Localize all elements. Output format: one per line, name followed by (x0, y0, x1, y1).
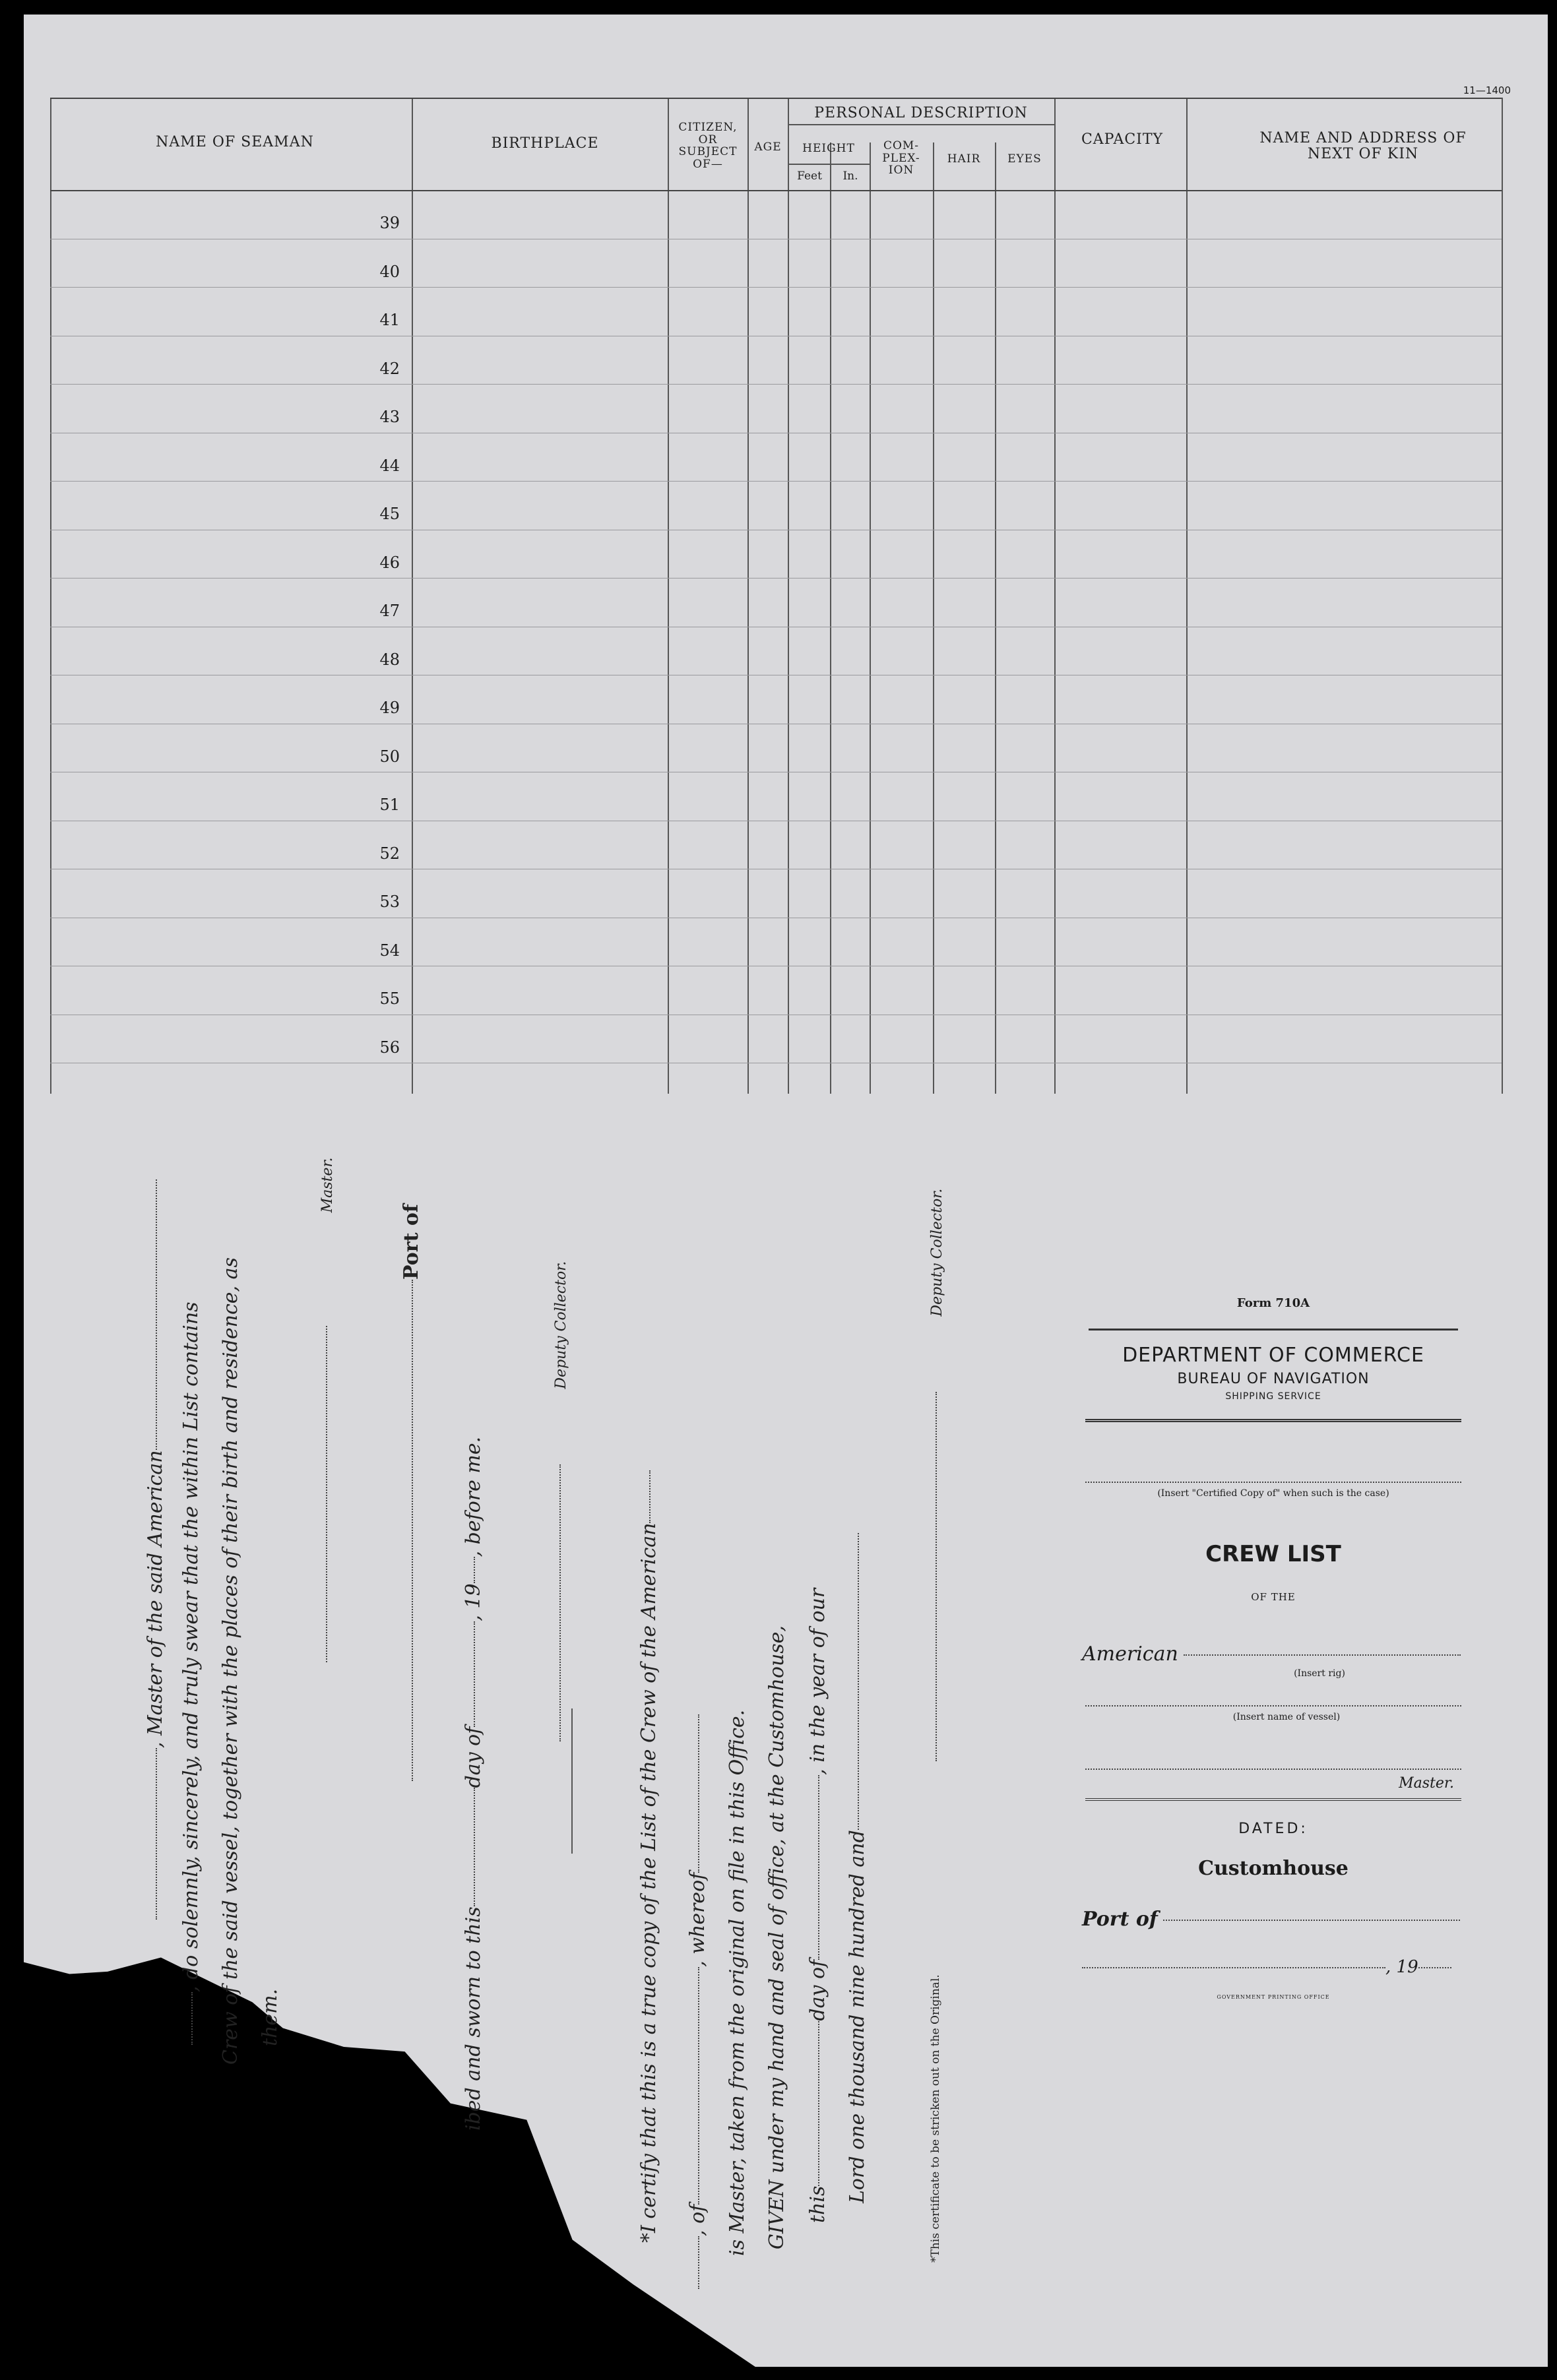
header-citizen: CITIZEN, OR SUBJECT OF— (678, 121, 738, 172)
oath-deputy-sign (548, 1261, 571, 1741)
row-number: 41 (379, 311, 400, 329)
row-number: 39 (379, 214, 400, 232)
row-number: 42 (379, 359, 400, 378)
table-row-line (50, 287, 1502, 288)
oath-master-american: , Master of the said American (144, 1450, 167, 1748)
printer-label: GOVERNMENT PRINTING OFFICE (1217, 1994, 1330, 2000)
cert-line-2 (686, 1714, 709, 2289)
row-number: 53 (379, 892, 400, 911)
header-next-of-kin: NAME AND ADDRESS OF NEXT OF KIN (1259, 130, 1467, 163)
cert-footnote (929, 1974, 942, 2263)
bureau-title: BUREAU OF NAVIGATION (1177, 1371, 1370, 1387)
cert-line-1 (637, 1470, 660, 2243)
department-title: DEPARTMENT OF COMMERCE (1122, 1344, 1424, 1367)
deputy-label-1: Deputy Collector. (553, 1261, 569, 1389)
header-feet: Feet (797, 170, 822, 183)
header-name: NAME OF SEAMAN (156, 134, 314, 150)
master-label: Master. (1399, 1775, 1454, 1792)
row-number: 54 (379, 941, 400, 960)
footnote-text: *This certificate to be stricken out on the Original. (929, 1974, 942, 2263)
row-number: 47 (379, 602, 400, 620)
cert-lord: Lord one thousand nine hundred and (846, 1830, 869, 2203)
form-cover (1082, 1296, 1465, 2000)
row-number: 50 (379, 747, 400, 766)
before-me: , before me. (462, 1436, 485, 1557)
row-number: 49 (379, 699, 400, 717)
row-number: 40 (379, 262, 400, 281)
row-number: 48 (379, 650, 400, 669)
dated-label: DATED: (1238, 1821, 1308, 1837)
oath-line-1 (144, 1179, 167, 1920)
subscribed-text: ibed and sworn to this (462, 1906, 485, 2131)
table-row-line (50, 578, 1502, 579)
header-birthplace: BIRTHPLACE (491, 135, 599, 152)
oath-master-sign (314, 1157, 337, 1662)
oath-line-4 (259, 1989, 282, 2046)
port-of-line (1082, 1908, 1465, 1931)
insert-rig: (Insert rig) (1294, 1668, 1345, 1679)
header-eyes: EYES (1007, 152, 1042, 166)
header-age: AGE (754, 141, 782, 154)
cert-in-year: , in the year of our (806, 1588, 829, 1775)
oath-port-of (400, 1204, 423, 1781)
header-personal-description: PERSONAL DESCRIPTION (814, 105, 1028, 121)
cert-text-1: *I certify that this is a true copy of the List of the Crew of the American (637, 1522, 660, 2243)
oath-swear-text: , do solemnly, sincerely, and truly swear that the within List contains (179, 1301, 203, 1992)
row-number: 44 (379, 456, 400, 475)
row-number: 43 (379, 408, 400, 426)
subscribed-year: , 19 (462, 1583, 485, 1621)
cert-text-3: GIVEN under my hand and seal of office, at the Customhouse, (765, 1625, 788, 2249)
form-year: , 19 (1385, 1957, 1418, 1977)
cert-line-4 (765, 1625, 788, 2249)
table-row-line (50, 384, 1502, 385)
header-hair: HAIR (947, 152, 981, 166)
of-the: OF THE (1251, 1591, 1296, 1603)
service-title: SHIPPING SERVICE (1225, 1391, 1321, 1402)
cert-line-3 (726, 1710, 749, 2256)
cert-text-2: is Master, taken from the original on file in this Office. (726, 1709, 749, 2256)
year-line (1082, 1957, 1465, 1977)
row-number: 46 (379, 553, 400, 572)
subscribed-day-of: day of (462, 1726, 485, 1788)
oath-line-2 (179, 1301, 203, 2045)
header-inches: In. (842, 170, 858, 183)
port-of-label: Port of (400, 1204, 423, 1280)
table-row-line (50, 481, 1502, 482)
oath-master-label: Master. (319, 1157, 336, 1213)
cert-of: , of (686, 2204, 709, 2236)
insert-vessel: (Insert name of vessel) (1232, 1712, 1341, 1722)
cert-line-5 (806, 1588, 829, 2223)
row-number: 56 (379, 1038, 400, 1057)
oath-them: them. (259, 1988, 282, 2046)
crew-table (50, 98, 1502, 1094)
row-number: 51 (379, 796, 400, 814)
oath-crew-text: Crew of the said vessel, together with the places of their birth and residence, as (219, 1257, 242, 2065)
cert-line-6 (846, 1533, 869, 2203)
american-label: American (1082, 1643, 1178, 1666)
deputy-label-2: Deputy Collector. (929, 1188, 945, 1317)
oath-subscribed (462, 1437, 485, 2131)
header-capacity: CAPACITY (1081, 131, 1164, 148)
row-number: 55 (379, 989, 400, 1008)
header-complexion: COM-PLEX-ION (882, 139, 920, 177)
header-height: HEIGHT (802, 142, 855, 155)
form-port-of: Port of (1082, 1908, 1158, 1931)
row-number: 52 (379, 844, 400, 863)
american-line (1082, 1643, 1465, 1666)
row-number: 45 (379, 505, 400, 523)
form-number: Form 710A (1236, 1296, 1310, 1310)
cert-this: this (806, 2185, 829, 2223)
cert-deputy-sign (924, 1189, 947, 1761)
cert-whereof: , whereof (686, 1872, 709, 1967)
form-id: 11—1400 (1463, 84, 1511, 96)
crew-list-title: CREW LIST (1205, 1541, 1341, 1567)
customhouse-label: Customhouse (1198, 1857, 1349, 1880)
cert-day-of: day of (806, 1959, 829, 2021)
oath-line-3 (219, 1257, 242, 2065)
insert-certified-note: (Insert "Certified Copy of" when such is the case) (1157, 1488, 1389, 1499)
